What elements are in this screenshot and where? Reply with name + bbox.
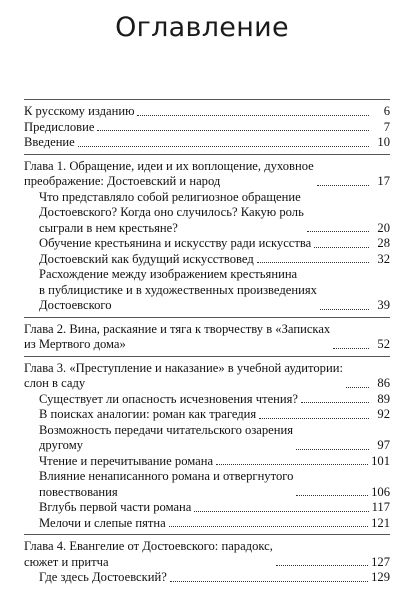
toc-page-number: 117 [371,500,390,514]
toc-entry-title [39,267,317,314]
dot-leader [259,418,369,419]
toc-entry-title-line: Достоевский как будущий искусствовед [39,251,254,266]
toc-page-number: 6 [383,104,390,118]
toc-chapter-entry[interactable] [24,120,390,136]
toc-entry-title-line: Глава 3. «Преступление и наказание» в учебной аудитории: [24,360,343,375]
toc-entry-title [39,469,293,500]
toc-entry-title-line: К русскому изданию [24,104,135,118]
dot-leader [169,526,368,527]
toc-entry-title [39,423,293,454]
toc-chapter-entry[interactable] [24,322,390,353]
toc-entry-title [39,516,166,532]
toc-subentry[interactable] [24,423,390,454]
toc-subentry[interactable] [24,407,390,423]
toc-subentry[interactable] [24,392,390,408]
toc-entry-title [24,322,330,353]
dot-leader [276,565,368,566]
dot-leader [296,449,369,450]
toc-page-number: 32 [377,251,390,266]
toc-entry-title-line: Предисловие [24,119,95,134]
toc-page-number: 101 [371,453,390,468]
toc-entry-title [24,135,75,151]
toc-subentry[interactable] [24,516,390,532]
dot-leader [137,115,369,116]
toc-page-number: 39 [377,298,390,312]
toc-page-number: 7 [383,119,390,134]
toc-page-number: 52 [377,337,390,351]
toc-entry-title-line: из Мертвого дома» [24,337,126,351]
dot-leader [97,130,369,131]
toc-chapter-entry[interactable] [24,539,390,570]
dot-leader [170,581,368,582]
dot-leader [194,511,368,512]
toc-page-number: 86 [377,376,390,390]
toc-entry-title [24,104,134,120]
toc-page-number: 28 [377,236,390,250]
toc-page-number: 127 [371,554,390,569]
toc-page-number: 17 [377,174,390,188]
toc-entry-title-line: другому [39,438,84,452]
dot-leader [307,231,369,232]
toc-subentry[interactable] [24,500,390,516]
toc-page-number: 89 [377,391,390,406]
toc-page-number: 20 [377,220,390,235]
toc-entry-title [39,392,298,408]
toc-entry-title [39,454,213,470]
toc-entry-title-line: Глава 4. Евангелие от Достоевского: парадокс, [24,539,273,553]
toc-entry-title-line: слон в саду [24,376,86,390]
page-title: Оглавление [115,12,289,43]
toc-group [24,318,390,356]
toc-group [24,357,390,535]
dot-leader [320,309,369,310]
table-of-contents [24,99,390,589]
toc-subentry[interactable] [24,570,390,586]
toc-group [24,155,390,317]
toc-entry-title-line: Мелочи и слепые пятна [39,515,166,530]
toc-page-number: 97 [377,438,390,452]
dot-leader [317,185,369,186]
toc-entry-title [24,120,94,136]
dot-leader [78,146,369,147]
toc-entry-title-line: Достоевского [39,298,112,312]
toc-entry-title-line: Расхождение между изображением крестьянина [39,267,298,281]
toc-entry-title-line: В поисках аналогии: роман как трагедия [39,407,257,421]
toc-entry-title-line: Глава 2. Вина, раскаяние и тяга к творчеству в «Записках [24,321,331,336]
toc-entry-title-line: Где здесь Достоевский? [39,570,167,584]
toc-subentry[interactable] [24,252,390,268]
toc-entry-title [24,159,314,190]
dot-leader [333,348,369,349]
dot-leader [296,495,368,496]
toc-entry-title-line: Глава 1. Обращение, идеи и их воплощение, духовное [24,158,314,173]
toc-chapter-entry[interactable] [24,135,390,151]
toc-subentry[interactable] [24,236,390,252]
toc-entry-title [24,361,343,392]
toc-subentry[interactable] [24,267,390,314]
toc-entry-title-line: Что представляло собой религиозное обращение [39,189,301,204]
toc-entry-title [39,407,256,423]
toc-page-number: 106 [371,484,390,499]
toc-entry-title-line: Возможность передачи читательского озарения [39,422,294,437]
toc-entry-title-line: Существует ли опасность исчезновения чтения? [39,391,299,406]
toc-page-number: 121 [371,515,390,530]
toc-group [24,535,390,589]
toc-entry-title [39,236,311,252]
toc-entry-title-line: Обучение крестьянина и искусству ради искусства [39,236,312,250]
toc-subentry[interactable] [24,469,390,500]
toc-subentry[interactable] [24,190,390,237]
toc-entry-title [39,500,191,516]
toc-page-number: 92 [377,407,390,421]
toc-entry-title-line: преображение: Достоевский и народ [24,174,221,188]
toc-entry-title [24,539,273,570]
toc-page-number: 10 [377,135,390,149]
toc-entry-title [39,252,254,268]
toc-entry-title-line: Достоевского? Когда оно случилось? Какую роль [39,205,304,219]
toc-entry-title [39,190,304,237]
dot-leader [346,387,369,388]
dot-leader [314,247,369,248]
toc-entry-title-line: повествования [39,484,118,499]
toc-subentry[interactable] [24,454,390,470]
toc-entry-title-line: в публицистике и в художественных произведениях [39,282,317,297]
toc-group [24,100,390,154]
toc-entry-title-line: Вглубь первой части романа [39,500,192,514]
dot-leader [216,464,368,465]
toc-page-number: 129 [371,570,390,584]
toc-entry-title-line: Влияние ненаписанного романа и отвергнутого [39,469,294,483]
toc-chapter-entry[interactable] [24,104,390,120]
toc-entry-title-line: сыграли в нем крестьяне? [39,220,178,235]
dot-leader [301,402,369,403]
toc-chapter-entry[interactable] [24,159,390,190]
toc-entry-title-line: сюжет и притча [24,554,109,569]
toc-chapter-entry[interactable] [24,361,390,392]
dot-leader [257,262,369,263]
toc-entry-title-line: Введение [24,135,75,149]
toc-entry-title-line: Чтение и перечитывание романа [39,453,214,468]
toc-entry-title [39,570,167,586]
